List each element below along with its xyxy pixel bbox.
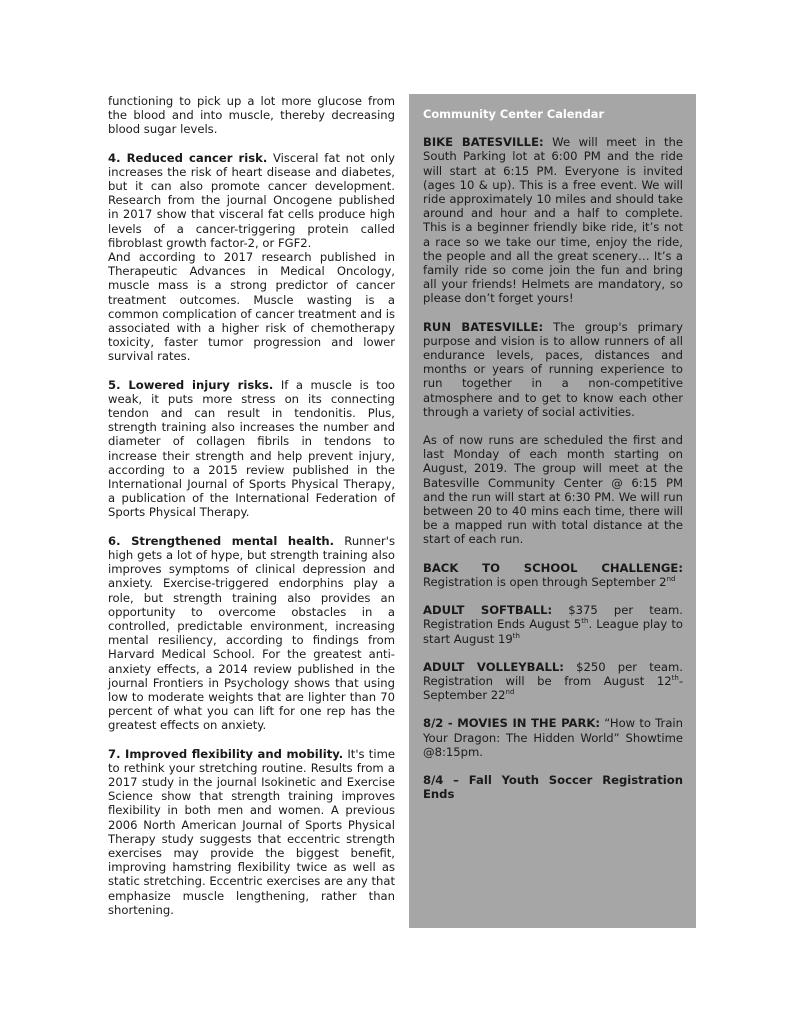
ordinal-suffix: th xyxy=(671,674,679,683)
event-movies-in-the-park xyxy=(423,716,683,759)
section-body: It's time to rethink your stretching routine. Results from a 2017 study in the journal Isokinetic and Exercise Science show that strength training improves flexibility in both men and women. A previous 2006 North American Journal of Sports Physical Therapy study suggests that eccentric strength exercises may provide the biggest benefit, improving hamstring flexibility twice as well as static stretching. Eccentric exercises are any that emphasize muscle lengthening, rather than shortening. xyxy=(108,746,396,917)
calendar-title: Community Center Calendar xyxy=(423,107,605,121)
ordinal-suffix: nd xyxy=(666,575,676,584)
section-body: Visceral fat not only increases the risk of heart disease and diabetes, but it can also promote cancer development. Research from the journal Oncogene published in 2017 show that visceral fat cells produce high levels of a cancer-triggering protein called fibroblast growth factor-2, or FGF2. xyxy=(108,150,395,250)
event-youth-soccer xyxy=(423,773,683,801)
event-heading: BACK TO SCHOOL CHALLENGE: xyxy=(423,560,683,575)
event-body: $250 per team. Registration will be from August 12 xyxy=(423,659,683,688)
section-reduced-cancer-risk xyxy=(108,151,395,250)
section-body: Runner's high gets a lot of hype, but strength training also improves symptoms of clinical depression and anxiety. Exercise-triggered endorphins play a role, but strength training also provides an opportunity to overcome obstacles in a controlled, predictable environment, increasing mental resiliency, according to findings from Harvard Medical School. For the greatest anti-anxiety effects, a 2014 review published in the journal Frontiers in Psychology shows that using low to moderate weights that are lighter than 70 percent of what you can lift for one rep has the greatest effects on anxiety. xyxy=(108,533,395,733)
event-adult-volleyball xyxy=(423,660,683,703)
article-column xyxy=(108,94,395,917)
event-heading: 8/4 – Fall Youth Soccer Registration Ends xyxy=(423,772,683,802)
event-heading: RUN BATESVILLE: xyxy=(423,319,544,334)
section-flexibility xyxy=(108,747,395,917)
section-heading: 7. Improved flexibility and mobility. xyxy=(108,746,344,761)
event-adult-softball xyxy=(423,603,683,646)
community-calendar-box xyxy=(409,94,696,928)
event-body: We will meet in the South Parking lot at 6:00 PM and the ride will start at 6:15 PM. Everyone is invited (ages 10 & up). This is a free event. We will ride approximately 10 miles and should take around and hour and a half to complete. This is a beginner friendly bike ride, it’s not a race so we take our time, enjoy the ride, the people and all the great scenery… It’s a family ride so come join the fun and bring all your friends! Helmets are mandatory, so please don’t forget yours! xyxy=(423,135,683,306)
event-body: $375 per team. Registration Ends August 5 xyxy=(423,603,683,632)
event-body: . League play to start August 19 xyxy=(423,617,683,646)
event-body: -September 22 xyxy=(423,673,683,703)
section-body-continued: And according to 2017 research published in Therapeutic Advances in Medical Oncology, muscle mass is a strong predictor of cancer treatment outcomes. Muscle wasting is a common complication of cancer treatment and is associated with a higher risk of chemotherapy toxicity, faster tumor progression and lower survival rates. xyxy=(108,250,395,364)
event-heading: 8/2 - MOVIES IN THE PARK: xyxy=(423,716,601,731)
event-heading: ADULT SOFTBALL: xyxy=(423,603,553,618)
event-heading: ADULT VOLLEYBALL: xyxy=(423,659,564,674)
section-lowered-injury-risks xyxy=(108,378,395,520)
ordinal-suffix: th xyxy=(512,631,520,640)
event-back-to-school xyxy=(423,561,683,589)
event-heading: BIKE BATESVILLE: xyxy=(423,135,544,150)
event-body: The group's primary purpose and vision is to allow runners of all endurance levels, paces, distances and months or years of running experience to run together in a non-competitive atmosphere and to get to know each other through a variety of social activities. xyxy=(423,319,683,419)
intro-paragraph: functioning to pick up a lot more glucose from the blood and into muscle, thereby decreasing blood sugar levels. xyxy=(108,94,395,137)
ordinal-suffix: th xyxy=(581,617,589,626)
event-run-batesville xyxy=(423,320,683,419)
section-body: If a muscle is too weak, it puts more stress on its connecting tendon and can result in tendonitis. Plus, strength training also increases the number and diameter of collagen fibrils in tendons to increase their strength and help prevent injury, according to a 2015 review published in the International Journal of Sports Physical Therapy, a publication of the International Federation of Sports Physical Therapy. xyxy=(108,377,396,520)
section-mental-health xyxy=(108,534,395,733)
event-run-schedule: As of now runs are scheduled the first and last Monday of each month starting on August, 2019. The group will meet at the Batesville Community Center @ 6:15 PM and the run will start at 6:30 PM. We will run between 20 to 40 mins each time, there will be a mapped run with total distance at the start of each run. xyxy=(423,433,683,547)
section-heading: 6. Strengthened mental health. xyxy=(108,533,335,548)
event-bike-batesville xyxy=(423,135,683,305)
event-body: “How to Train Your Dragon: The Hidden World” Showtime @8:15pm. xyxy=(423,716,683,759)
section-heading: 5. Lowered injury risks. xyxy=(108,377,274,392)
section-heading: 4. Reduced cancer risk. xyxy=(108,150,268,165)
event-body: Registration is open through September 2 xyxy=(423,574,667,589)
ordinal-suffix: nd xyxy=(505,688,515,697)
